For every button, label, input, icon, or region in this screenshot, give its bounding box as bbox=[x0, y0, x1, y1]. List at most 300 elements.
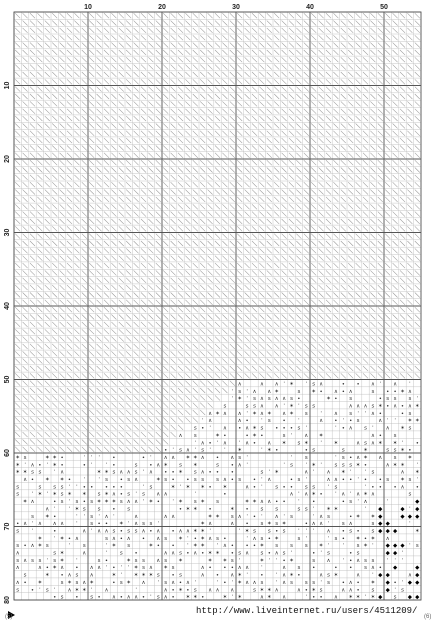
svg-text:✶: ✶ bbox=[200, 521, 206, 528]
svg-text:✶: ✶ bbox=[340, 469, 346, 476]
svg-text:∙: ∙ bbox=[348, 565, 353, 572]
svg-text:ѕ: ѕ bbox=[149, 484, 153, 491]
svg-text:ˈ: ˈ bbox=[401, 557, 404, 564]
svg-text:✶: ✶ bbox=[244, 528, 250, 535]
svg-text:∙: ∙ bbox=[385, 403, 390, 410]
svg-text:∙: ∙ bbox=[297, 396, 301, 403]
svg-text:ˈ: ˈ bbox=[246, 535, 248, 542]
svg-text:✶: ✶ bbox=[148, 499, 154, 506]
svg-text:ˈ: ˈ bbox=[172, 447, 174, 454]
svg-text:ѕ: ѕ bbox=[164, 579, 168, 586]
svg-text:ˈ: ˈ bbox=[312, 528, 315, 535]
svg-text:ѕ: ѕ bbox=[349, 499, 353, 506]
svg-text:✶: ✶ bbox=[414, 418, 420, 425]
svg-text:ˈ: ˈ bbox=[231, 579, 234, 586]
svg-text:∧: ∧ bbox=[370, 440, 375, 447]
svg-text:∧: ∧ bbox=[393, 381, 398, 388]
svg-text:ѕ: ѕ bbox=[97, 491, 101, 498]
svg-text:ˈ: ˈ bbox=[209, 447, 211, 454]
svg-text:◆: ◆ bbox=[400, 543, 405, 550]
svg-text:✶: ✶ bbox=[259, 543, 265, 550]
svg-text:∧: ∧ bbox=[378, 455, 383, 461]
svg-text:∧: ∧ bbox=[296, 587, 301, 594]
svg-text:ѕ: ѕ bbox=[341, 455, 345, 461]
svg-text:∧: ∧ bbox=[356, 557, 361, 564]
svg-text:✶: ✶ bbox=[52, 462, 58, 469]
svg-text:∙: ∙ bbox=[245, 418, 249, 425]
svg-text:∙: ∙ bbox=[23, 543, 27, 550]
svg-text:ѕ: ѕ bbox=[356, 550, 360, 557]
svg-text:✶: ✶ bbox=[52, 455, 58, 461]
svg-text:ˈ: ˈ bbox=[127, 521, 130, 528]
svg-text:ˈ: ˈ bbox=[127, 565, 130, 572]
svg-text:∙: ∙ bbox=[193, 535, 198, 542]
svg-text:∧: ∧ bbox=[104, 513, 109, 520]
svg-text:ѕ: ѕ bbox=[223, 403, 227, 410]
svg-text:ˈ: ˈ bbox=[312, 513, 315, 520]
svg-text:∙: ∙ bbox=[215, 469, 220, 476]
svg-text:ѕ: ѕ bbox=[82, 543, 86, 550]
svg-text:∧: ∧ bbox=[60, 565, 65, 572]
svg-text:ѕ: ѕ bbox=[334, 484, 338, 491]
svg-text:✶: ✶ bbox=[163, 462, 169, 469]
svg-text:∙: ∙ bbox=[348, 418, 353, 425]
row-label-70: 70 bbox=[4, 522, 11, 531]
svg-text:∙: ∙ bbox=[348, 455, 353, 461]
svg-text:✶: ✶ bbox=[59, 535, 65, 542]
svg-text:ѕ: ѕ bbox=[341, 462, 345, 469]
svg-text:ˈ: ˈ bbox=[231, 388, 234, 395]
svg-text:∧: ∧ bbox=[15, 550, 20, 557]
svg-text:ѕ: ѕ bbox=[267, 396, 271, 403]
svg-text:✶: ✶ bbox=[178, 469, 183, 476]
svg-text:∙: ∙ bbox=[230, 543, 235, 550]
svg-text:ˈ: ˈ bbox=[246, 513, 248, 520]
svg-text:✶: ✶ bbox=[52, 565, 58, 572]
svg-text:∙: ∙ bbox=[393, 579, 397, 586]
svg-text:ˈ: ˈ bbox=[76, 521, 78, 528]
svg-text:ѕ: ѕ bbox=[216, 535, 219, 542]
svg-text:ˈ: ˈ bbox=[386, 557, 389, 564]
svg-text:ѕ: ѕ bbox=[90, 521, 94, 528]
svg-text:ˈ: ˈ bbox=[305, 462, 308, 469]
svg-text:∙: ∙ bbox=[134, 550, 138, 557]
svg-text:✶: ✶ bbox=[407, 455, 413, 461]
column-label-30: 30 bbox=[232, 4, 240, 11]
watermark-url[interactable]: http://www.liveinternet.ru/users/4511209/ bbox=[196, 606, 418, 616]
svg-text:ѕ: ѕ bbox=[31, 469, 34, 476]
svg-text:◆: ◆ bbox=[385, 550, 390, 557]
svg-text:✶: ✶ bbox=[96, 499, 102, 506]
svg-text:∙: ∙ bbox=[363, 535, 368, 542]
svg-text:✶: ✶ bbox=[59, 557, 65, 564]
svg-text:ѕ: ѕ bbox=[164, 557, 168, 564]
svg-text:◆: ◆ bbox=[392, 565, 398, 572]
svg-text:ˈ: ˈ bbox=[357, 499, 359, 506]
svg-text:ˈ: ˈ bbox=[290, 455, 293, 461]
svg-text:✶: ✶ bbox=[37, 535, 43, 542]
svg-text:ѕ: ѕ bbox=[201, 477, 205, 483]
svg-text:ˈ: ˈ bbox=[409, 521, 411, 528]
svg-text:∙: ∙ bbox=[356, 528, 360, 535]
svg-text:∧: ∧ bbox=[319, 381, 324, 388]
svg-text:ѕ: ѕ bbox=[179, 550, 182, 557]
svg-text:∙: ∙ bbox=[311, 499, 316, 506]
svg-text:∧: ∧ bbox=[134, 594, 139, 601]
svg-text:∙: ∙ bbox=[60, 462, 64, 469]
svg-text:ѕ: ѕ bbox=[216, 462, 219, 469]
svg-text:✶: ✶ bbox=[274, 535, 280, 542]
svg-text:∧: ∧ bbox=[30, 499, 35, 506]
svg-text:✶: ✶ bbox=[44, 477, 50, 483]
svg-text:ˈ: ˈ bbox=[320, 410, 322, 417]
svg-text:∧: ∧ bbox=[400, 484, 405, 491]
svg-text:∧: ∧ bbox=[148, 469, 153, 476]
svg-text:∙: ∙ bbox=[223, 565, 227, 572]
svg-text:✶: ✶ bbox=[178, 587, 183, 594]
svg-text:∙: ∙ bbox=[82, 484, 87, 491]
svg-text:✶: ✶ bbox=[118, 521, 124, 528]
svg-text:◆: ◆ bbox=[385, 579, 390, 586]
svg-text:∧: ∧ bbox=[134, 521, 139, 528]
svg-text:ˈ: ˈ bbox=[83, 513, 86, 520]
svg-text:ѕ: ѕ bbox=[297, 565, 301, 572]
svg-text:✶: ✶ bbox=[237, 396, 243, 403]
svg-text:ѕ: ѕ bbox=[393, 432, 397, 439]
svg-text:∧: ∧ bbox=[282, 579, 287, 586]
svg-text:✶: ✶ bbox=[200, 484, 206, 491]
svg-text:ˈ: ˈ bbox=[275, 557, 278, 564]
svg-text:ˈ: ˈ bbox=[150, 594, 152, 601]
svg-text:∧: ∧ bbox=[134, 477, 139, 483]
svg-text:✶: ✶ bbox=[148, 572, 154, 579]
svg-text:✶: ✶ bbox=[289, 557, 294, 564]
svg-text:∧: ∧ bbox=[259, 410, 264, 417]
svg-text:ѕ: ѕ bbox=[179, 447, 182, 454]
svg-text:ѕ: ѕ bbox=[38, 469, 42, 476]
svg-text:∙: ∙ bbox=[348, 550, 353, 557]
svg-text:∙: ∙ bbox=[282, 499, 286, 506]
svg-text:∧: ∧ bbox=[230, 572, 235, 579]
svg-text:◆: ◆ bbox=[415, 572, 420, 579]
svg-text:ѕ: ѕ bbox=[408, 410, 412, 417]
svg-text:∙: ∙ bbox=[112, 579, 116, 586]
svg-text:◆: ◆ bbox=[392, 528, 398, 535]
svg-text:∧: ∧ bbox=[208, 587, 213, 594]
svg-text:ˈ: ˈ bbox=[238, 440, 241, 447]
svg-text:ˈ: ˈ bbox=[238, 557, 241, 564]
svg-text:∙: ∙ bbox=[341, 499, 346, 506]
svg-text:∙: ∙ bbox=[171, 572, 175, 579]
svg-text:∧: ∧ bbox=[208, 410, 213, 417]
svg-text:ˈ: ˈ bbox=[416, 477, 419, 483]
svg-text:∙: ∙ bbox=[112, 484, 116, 491]
svg-text:∧: ∧ bbox=[311, 521, 316, 528]
svg-text:✶: ✶ bbox=[104, 491, 109, 498]
svg-text:✶: ✶ bbox=[414, 469, 420, 476]
svg-text:∧: ∧ bbox=[245, 484, 250, 491]
svg-text:✶: ✶ bbox=[178, 499, 183, 506]
svg-text:ˈ: ˈ bbox=[98, 477, 100, 483]
svg-text:ѕ: ѕ bbox=[297, 477, 301, 483]
svg-text:ѕ: ѕ bbox=[371, 557, 375, 564]
svg-text:∧: ∧ bbox=[111, 535, 116, 542]
svg-text:ѕ: ѕ bbox=[408, 396, 412, 403]
svg-text:✶: ✶ bbox=[111, 543, 117, 550]
svg-text:∧: ∧ bbox=[37, 565, 42, 572]
svg-text:∧: ∧ bbox=[156, 491, 161, 498]
svg-text:∙: ∙ bbox=[141, 455, 146, 461]
svg-text:✶: ✶ bbox=[237, 447, 243, 454]
svg-text:∙: ∙ bbox=[408, 447, 412, 454]
svg-text:ˈ: ˈ bbox=[179, 484, 182, 491]
svg-text:✶: ✶ bbox=[252, 425, 257, 432]
svg-text:∧: ∧ bbox=[267, 499, 272, 506]
svg-text:∧: ∧ bbox=[193, 550, 198, 557]
svg-text:ѕ: ѕ bbox=[275, 543, 279, 550]
svg-text:∧: ∧ bbox=[156, 557, 161, 564]
svg-text:∙: ∙ bbox=[245, 432, 249, 439]
svg-text:∧: ∧ bbox=[274, 381, 279, 388]
svg-text:ѕ: ѕ bbox=[193, 587, 197, 594]
svg-text:✶: ✶ bbox=[414, 403, 420, 410]
svg-text:✶: ✶ bbox=[44, 572, 50, 579]
svg-text:ѕ: ѕ bbox=[364, 425, 367, 432]
svg-text:✶: ✶ bbox=[89, 579, 95, 586]
svg-text:✶: ✶ bbox=[215, 410, 220, 417]
svg-text:ˈ: ˈ bbox=[335, 425, 337, 432]
svg-text:∙: ∙ bbox=[341, 388, 346, 395]
svg-text:◆: ◆ bbox=[378, 594, 383, 601]
svg-text:ѕ: ѕ bbox=[127, 543, 131, 550]
svg-text:∙: ∙ bbox=[311, 550, 316, 557]
svg-text:∙: ∙ bbox=[208, 484, 212, 491]
svg-text:∙: ∙ bbox=[393, 388, 397, 395]
svg-text:∧: ∧ bbox=[111, 491, 116, 498]
svg-text:∙: ∙ bbox=[378, 410, 383, 417]
svg-text:◆: ◆ bbox=[378, 513, 383, 520]
svg-text:ѕ: ѕ bbox=[297, 425, 301, 432]
svg-text:✶: ✶ bbox=[59, 550, 65, 557]
right-page-mark: (6) bbox=[424, 614, 432, 620]
svg-text:ˈ: ˈ bbox=[416, 396, 419, 403]
svg-text:∧: ∧ bbox=[156, 528, 161, 535]
svg-text:ѕ: ѕ bbox=[312, 403, 316, 410]
svg-text:ˈ: ˈ bbox=[68, 506, 71, 513]
svg-text:ѕ: ѕ bbox=[119, 579, 123, 586]
svg-text:ˈ: ˈ bbox=[76, 484, 78, 491]
svg-text:∙: ∙ bbox=[149, 462, 153, 469]
svg-text:∧: ∧ bbox=[370, 381, 375, 388]
svg-text:ѕ: ѕ bbox=[164, 477, 168, 483]
svg-text:ѕ: ѕ bbox=[297, 535, 301, 542]
svg-text:∧: ∧ bbox=[60, 521, 65, 528]
svg-text:∧: ∧ bbox=[319, 521, 324, 528]
svg-text:ѕ: ѕ bbox=[297, 440, 301, 447]
svg-text:ˈ: ˈ bbox=[320, 550, 322, 557]
column-label-40: 40 bbox=[306, 4, 314, 11]
svg-text:◆: ◆ bbox=[415, 513, 420, 520]
svg-text:∧: ∧ bbox=[348, 425, 353, 432]
svg-text:∧: ∧ bbox=[222, 425, 227, 432]
svg-text:ˈ: ˈ bbox=[364, 484, 367, 491]
svg-text:∧: ∧ bbox=[326, 528, 331, 535]
svg-text:∧: ∧ bbox=[245, 579, 250, 586]
svg-text:∧: ∧ bbox=[326, 557, 331, 564]
svg-text:ˈ: ˈ bbox=[135, 491, 137, 498]
svg-text:✶: ✶ bbox=[303, 440, 309, 447]
svg-text:ˈ: ˈ bbox=[90, 528, 93, 535]
svg-text:∧: ∧ bbox=[393, 403, 398, 410]
svg-text:∙: ∙ bbox=[112, 462, 116, 469]
svg-text:∙: ∙ bbox=[348, 557, 353, 564]
svg-text:ѕ: ѕ bbox=[193, 499, 197, 506]
svg-text:ѕ: ѕ bbox=[371, 388, 375, 395]
svg-text:ѕ: ѕ bbox=[60, 499, 64, 506]
svg-text:∧: ∧ bbox=[89, 565, 94, 572]
svg-text:ѕ: ѕ bbox=[245, 403, 249, 410]
svg-text:ˈ: ˈ bbox=[261, 565, 263, 572]
svg-text:ˈ: ˈ bbox=[194, 579, 197, 586]
svg-text:ѕ: ѕ bbox=[349, 396, 353, 403]
svg-text:∧: ∧ bbox=[126, 535, 131, 542]
svg-text:∧: ∧ bbox=[407, 572, 412, 579]
svg-text:∧: ∧ bbox=[274, 550, 279, 557]
svg-text:ѕ: ѕ bbox=[16, 587, 20, 594]
svg-text:✶: ✶ bbox=[192, 594, 198, 601]
svg-text:ˈ: ˈ bbox=[342, 418, 345, 425]
svg-text:ѕ: ѕ bbox=[282, 528, 286, 535]
svg-text:∙: ∙ bbox=[104, 557, 109, 564]
svg-text:∧: ∧ bbox=[341, 491, 346, 498]
svg-text:ѕ: ѕ bbox=[97, 557, 101, 564]
svg-text:∙: ∙ bbox=[112, 565, 116, 572]
svg-text:ˈ: ˈ bbox=[209, 528, 211, 535]
svg-text:ˈ: ˈ bbox=[135, 587, 137, 594]
svg-text:ѕ: ѕ bbox=[23, 455, 27, 461]
svg-text:✶: ✶ bbox=[414, 528, 420, 535]
svg-text:✶: ✶ bbox=[377, 440, 383, 447]
svg-text:ˈ: ˈ bbox=[394, 418, 396, 425]
svg-text:ѕ: ѕ bbox=[275, 506, 279, 513]
svg-text:ˈ: ˈ bbox=[216, 579, 219, 586]
svg-text:∙: ∙ bbox=[230, 462, 235, 469]
svg-text:∧: ∧ bbox=[156, 462, 161, 469]
svg-text:ѕ: ѕ bbox=[142, 491, 145, 498]
svg-text:ѕ: ѕ bbox=[327, 513, 330, 520]
svg-text:∙: ∙ bbox=[119, 484, 124, 491]
svg-text:ѕ: ѕ bbox=[341, 521, 345, 528]
svg-text:ѕ: ѕ bbox=[408, 491, 412, 498]
svg-text:✶: ✶ bbox=[185, 484, 191, 491]
svg-text:∙: ∙ bbox=[348, 513, 353, 520]
svg-text:ѕ: ѕ bbox=[127, 477, 131, 483]
svg-text:ѕ: ѕ bbox=[275, 521, 279, 528]
svg-text:∧: ∧ bbox=[385, 425, 390, 432]
svg-text:ѕ: ѕ bbox=[238, 550, 242, 557]
svg-text:✶: ✶ bbox=[155, 477, 161, 483]
svg-text:∙: ∙ bbox=[89, 484, 94, 491]
svg-text:✶: ✶ bbox=[348, 594, 354, 601]
svg-text:∧: ∧ bbox=[126, 499, 131, 506]
svg-text:ˈ: ˈ bbox=[305, 528, 308, 535]
svg-text:ѕ: ѕ bbox=[60, 491, 64, 498]
svg-text:✶: ✶ bbox=[407, 418, 413, 425]
svg-text:∧: ∧ bbox=[267, 440, 272, 447]
svg-text:ˈ: ˈ bbox=[90, 455, 93, 461]
svg-text:ѕ: ѕ bbox=[334, 535, 338, 542]
svg-text:∧: ∧ bbox=[200, 469, 205, 476]
svg-text:∙: ∙ bbox=[200, 550, 205, 557]
svg-text:∧: ∧ bbox=[30, 543, 35, 550]
svg-text:ˈ: ˈ bbox=[231, 594, 234, 601]
svg-text:∙: ∙ bbox=[52, 513, 57, 520]
svg-text:✶: ✶ bbox=[222, 557, 228, 564]
svg-text:ѕ: ѕ bbox=[304, 579, 308, 586]
svg-text:∧: ∧ bbox=[259, 381, 264, 388]
svg-text:∙: ∙ bbox=[415, 484, 420, 491]
svg-text:∧: ∧ bbox=[134, 513, 139, 520]
svg-text:∧: ∧ bbox=[282, 565, 287, 572]
svg-text:✶: ✶ bbox=[266, 587, 272, 594]
svg-text:ˈ: ˈ bbox=[187, 543, 189, 550]
svg-text:∙: ∙ bbox=[171, 543, 175, 550]
svg-text:ѕ: ѕ bbox=[260, 425, 264, 432]
svg-text:∙: ∙ bbox=[274, 425, 279, 432]
svg-text:∙: ∙ bbox=[208, 506, 212, 513]
svg-text:✶: ✶ bbox=[96, 469, 102, 476]
svg-text:∙: ∙ bbox=[104, 521, 109, 528]
svg-text:∧: ∧ bbox=[319, 418, 324, 425]
svg-text:∧: ∧ bbox=[252, 535, 257, 542]
svg-text:∧: ∧ bbox=[259, 499, 264, 506]
svg-text:ˈ: ˈ bbox=[142, 499, 145, 506]
svg-text:ѕ: ѕ bbox=[327, 572, 330, 579]
svg-text:∧: ∧ bbox=[222, 410, 227, 417]
svg-text:∧: ∧ bbox=[304, 469, 309, 476]
svg-text:✶: ✶ bbox=[192, 462, 198, 469]
svg-text:✶: ✶ bbox=[289, 403, 294, 410]
svg-text:ѕ: ѕ bbox=[304, 403, 308, 410]
column-label-10: 10 bbox=[84, 4, 92, 11]
svg-text:ѕ: ѕ bbox=[201, 447, 205, 454]
svg-text:∙: ∙ bbox=[378, 477, 383, 483]
svg-text:ˈ: ˈ bbox=[246, 388, 248, 395]
svg-text:∧: ∧ bbox=[67, 572, 72, 579]
svg-text:✶: ✶ bbox=[15, 455, 21, 461]
svg-text:✶: ✶ bbox=[311, 462, 317, 469]
svg-text:ѕ: ѕ bbox=[112, 528, 116, 535]
svg-text:∙: ∙ bbox=[363, 462, 368, 469]
svg-text:ˈ: ˈ bbox=[53, 587, 56, 594]
svg-text:ˈ: ˈ bbox=[216, 440, 219, 447]
svg-text:ѕ: ѕ bbox=[156, 572, 160, 579]
svg-text:ѕ: ѕ bbox=[90, 513, 94, 520]
svg-text:∧: ∧ bbox=[252, 388, 257, 395]
svg-text:ˈ: ˈ bbox=[327, 535, 330, 542]
svg-text:∙: ∙ bbox=[341, 535, 346, 542]
svg-text:ѕ: ѕ bbox=[16, 557, 20, 564]
svg-text:∧: ∧ bbox=[208, 521, 213, 528]
svg-text:✶: ✶ bbox=[355, 594, 361, 601]
svg-text:∙: ∙ bbox=[178, 506, 183, 513]
svg-text:ѕ: ѕ bbox=[260, 469, 264, 476]
svg-text:✶: ✶ bbox=[37, 491, 43, 498]
svg-text:ѕ: ѕ bbox=[364, 440, 367, 447]
svg-text:ˈ: ˈ bbox=[224, 447, 226, 454]
svg-text:✶: ✶ bbox=[229, 506, 235, 513]
svg-text:✶: ✶ bbox=[163, 565, 169, 572]
